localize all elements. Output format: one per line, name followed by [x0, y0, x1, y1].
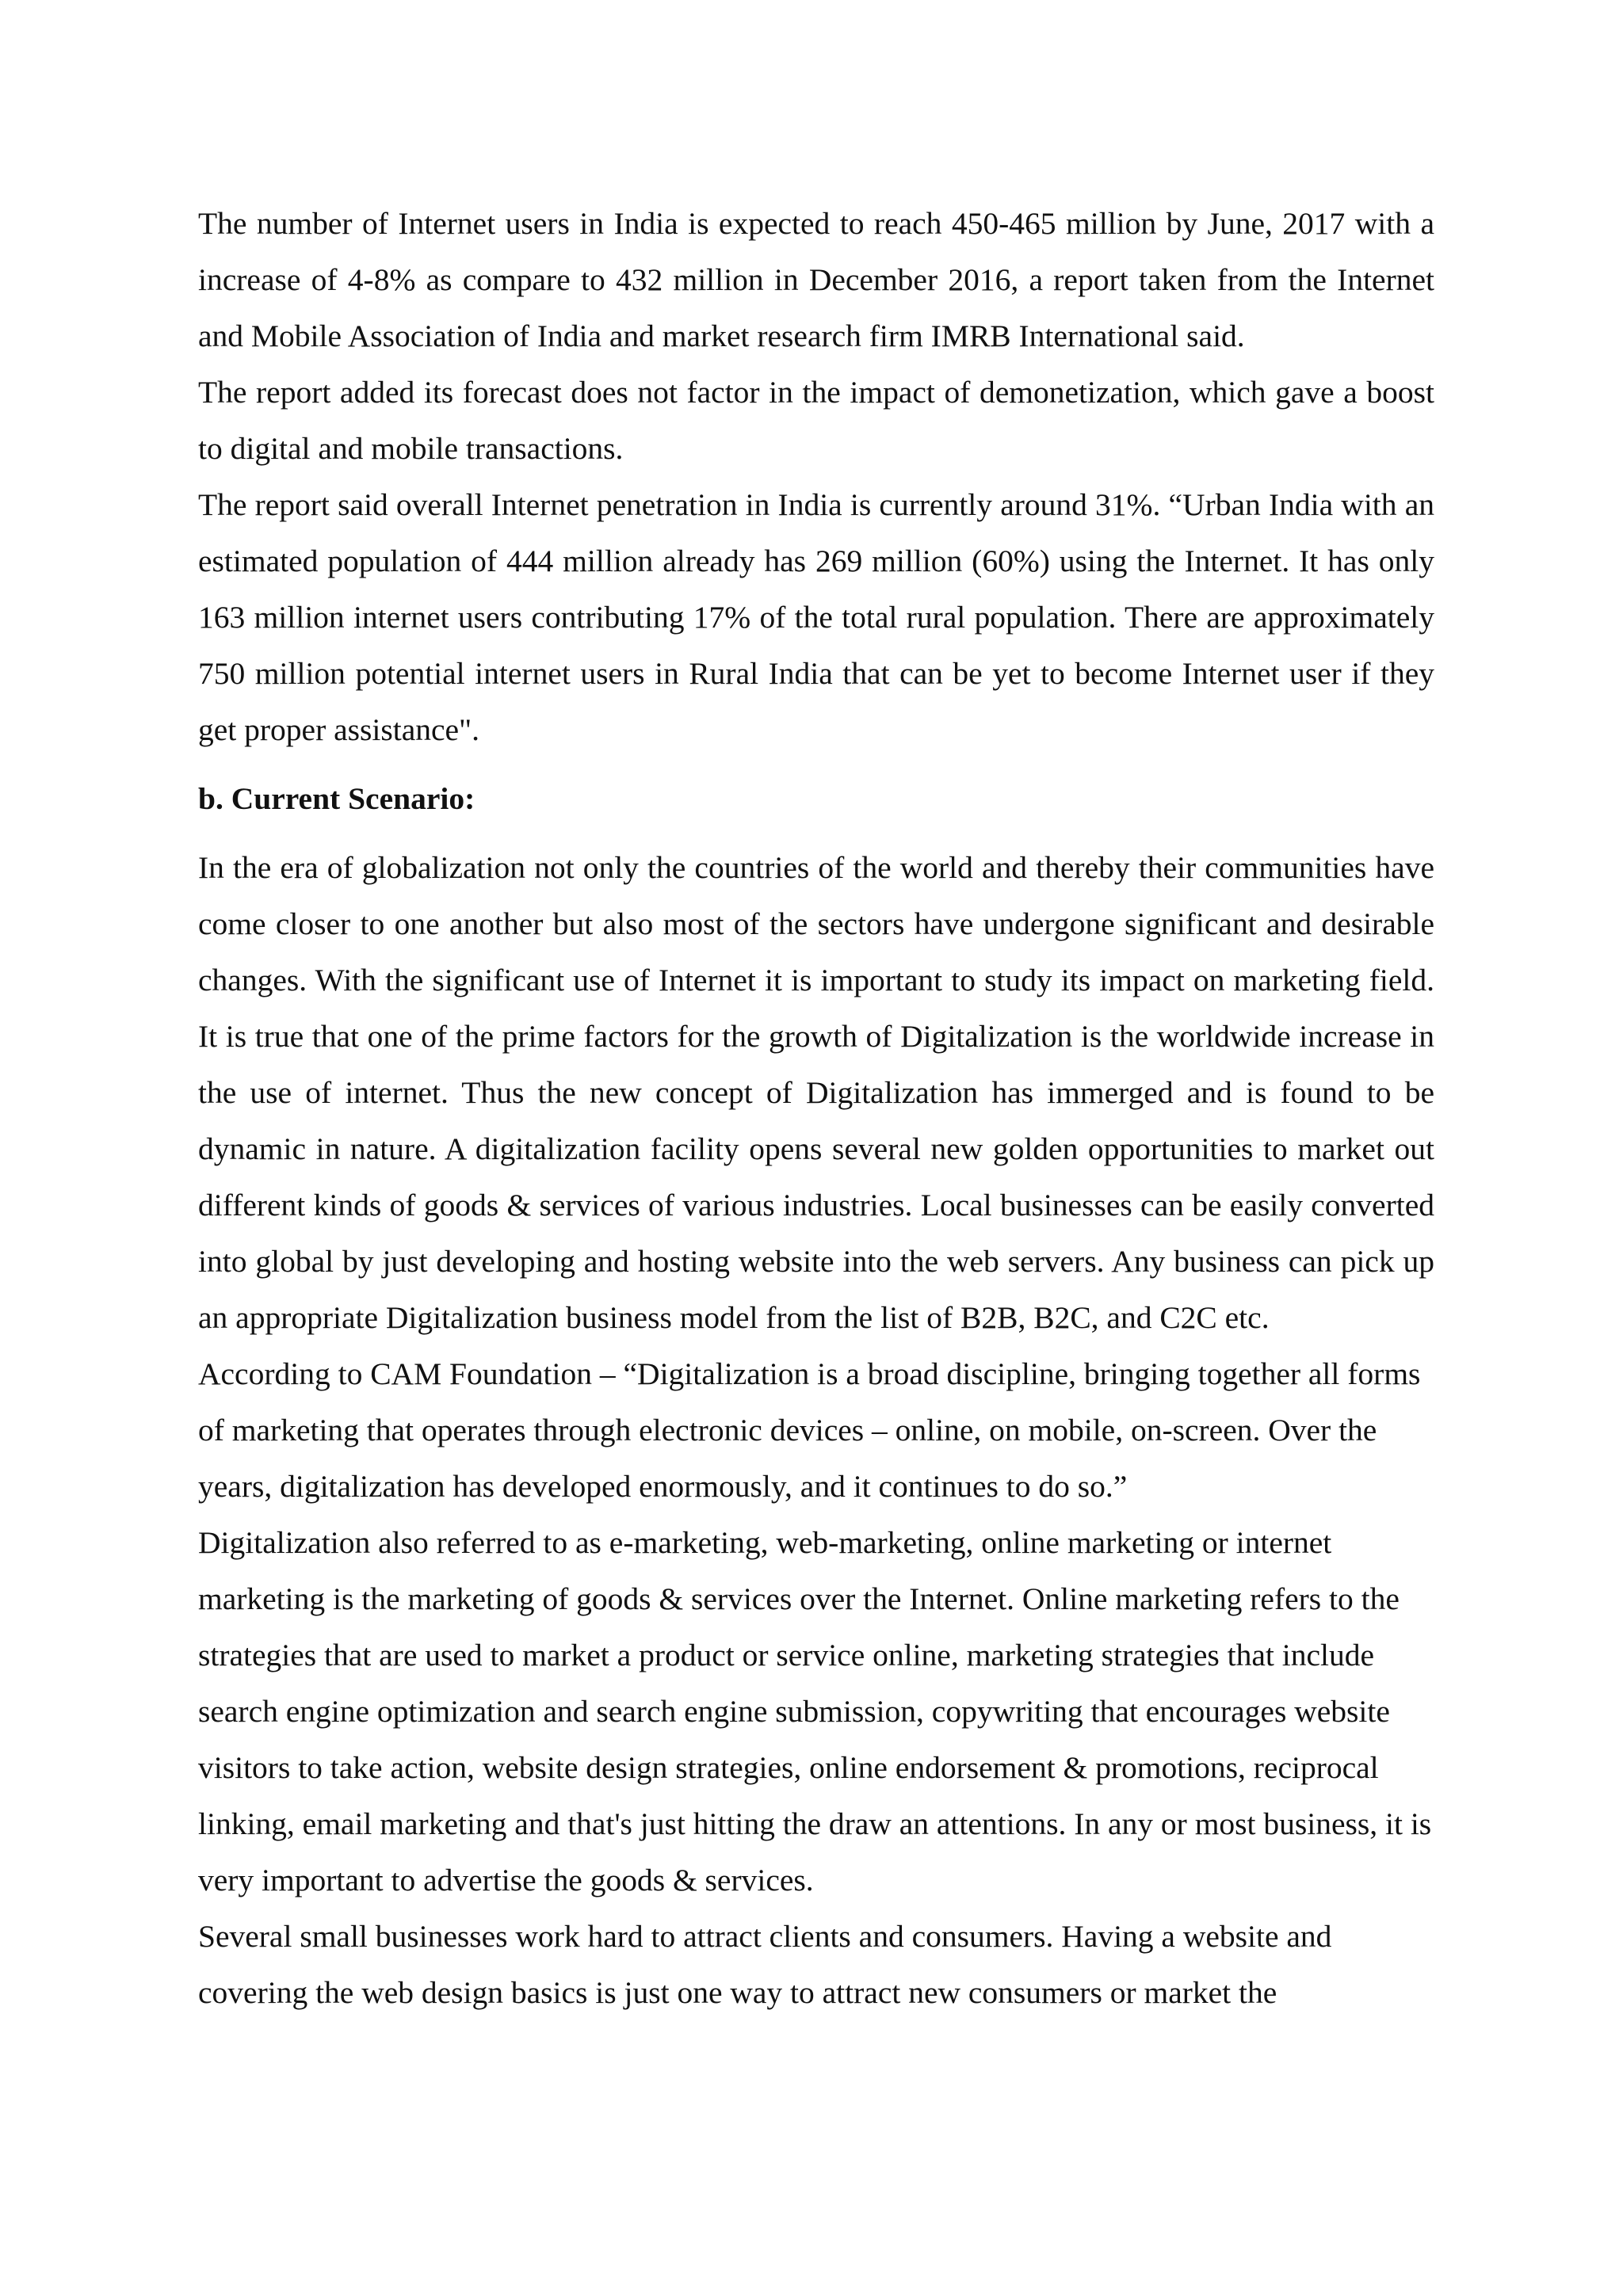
paragraph-globalization: In the era of globalization not only the countries of the world and thereby their communities have come closer to one another but also most of the sectors have undergone significant and desirable changes. With the significant use of Internet it is important to study its impact on marketing field. It is true that one of the prime factors for the growth of Digitalization is the worldwide increase in the use of internet. Thus the new concept of Digitalization has immerged and is found to be dynamic in nature. A digitalization facility opens several new golden opportunities to market out different kinds of goods & services of various industries. Local businesses can be easily converted into global by just developing and hosting website into the web servers. Any business can pick up an appropriate Digitalization business model from the list of B2B, B2C, and C2C etc. — [198, 850, 1434, 1335]
paragraph-cam-foundation-quote: According to CAM Foundation – “Digitalization is a broad discipline, bringing together all forms of marketing that operates through electronic devices – online, on mobile, on-screen. Over the years, digitalization has developed enormously, and it continues to do so.” — [198, 1356, 1421, 1504]
section-heading-current-scenario: b. Current Scenario: — [198, 781, 475, 816]
paragraph-demonetization: The report added its forecast does not factor in the impact of demonetization, which gave a boost to digital and mobile transactions. — [198, 375, 1434, 466]
paragraph-small-businesses: Several small businesses work hard to attract clients and consumers. Having a website and covering the web design basics is just one way to attract new consumers or market the — [198, 1919, 1332, 2010]
paragraph-internet-users-forecast: The number of Internet users in India is expected to reach 450-465 million by June, 2017 with a increase of 4-8% as compare to 432 million in December 2016, a report taken from the Internet and Mobile Association of India and market research firm IMRB International said. — [198, 206, 1434, 353]
paragraph-internet-penetration: The report said overall Internet penetration in India is currently around 31%. “Urban India with an estimated population of 444 million already has 269 million (60%) using the Internet. It has only 163 million internet users contributing 17% of the total rural population. There are approximately 750 million potential internet users in Rural India that can be yet to become Internet user if they get proper assistance". — [198, 487, 1434, 747]
paragraph-online-marketing: Digitalization also referred to as e-marketing, web-marketing, online marketing or internet marketing is the marketing of goods & services over the Internet. Online marketing refers to the strategies that are used to market a product or service online, marketing strategies that include search engine optimization and search engine submission, copywriting that encourages website visitors to take action, website design strategies, online endorsement & promotions, reciprocal linking, email marketing and that's just hitting the draw an attentions. In any or most business, it is very important to advertise the goods & services. — [198, 1525, 1432, 1897]
document-body — [198, 196, 1434, 2021]
